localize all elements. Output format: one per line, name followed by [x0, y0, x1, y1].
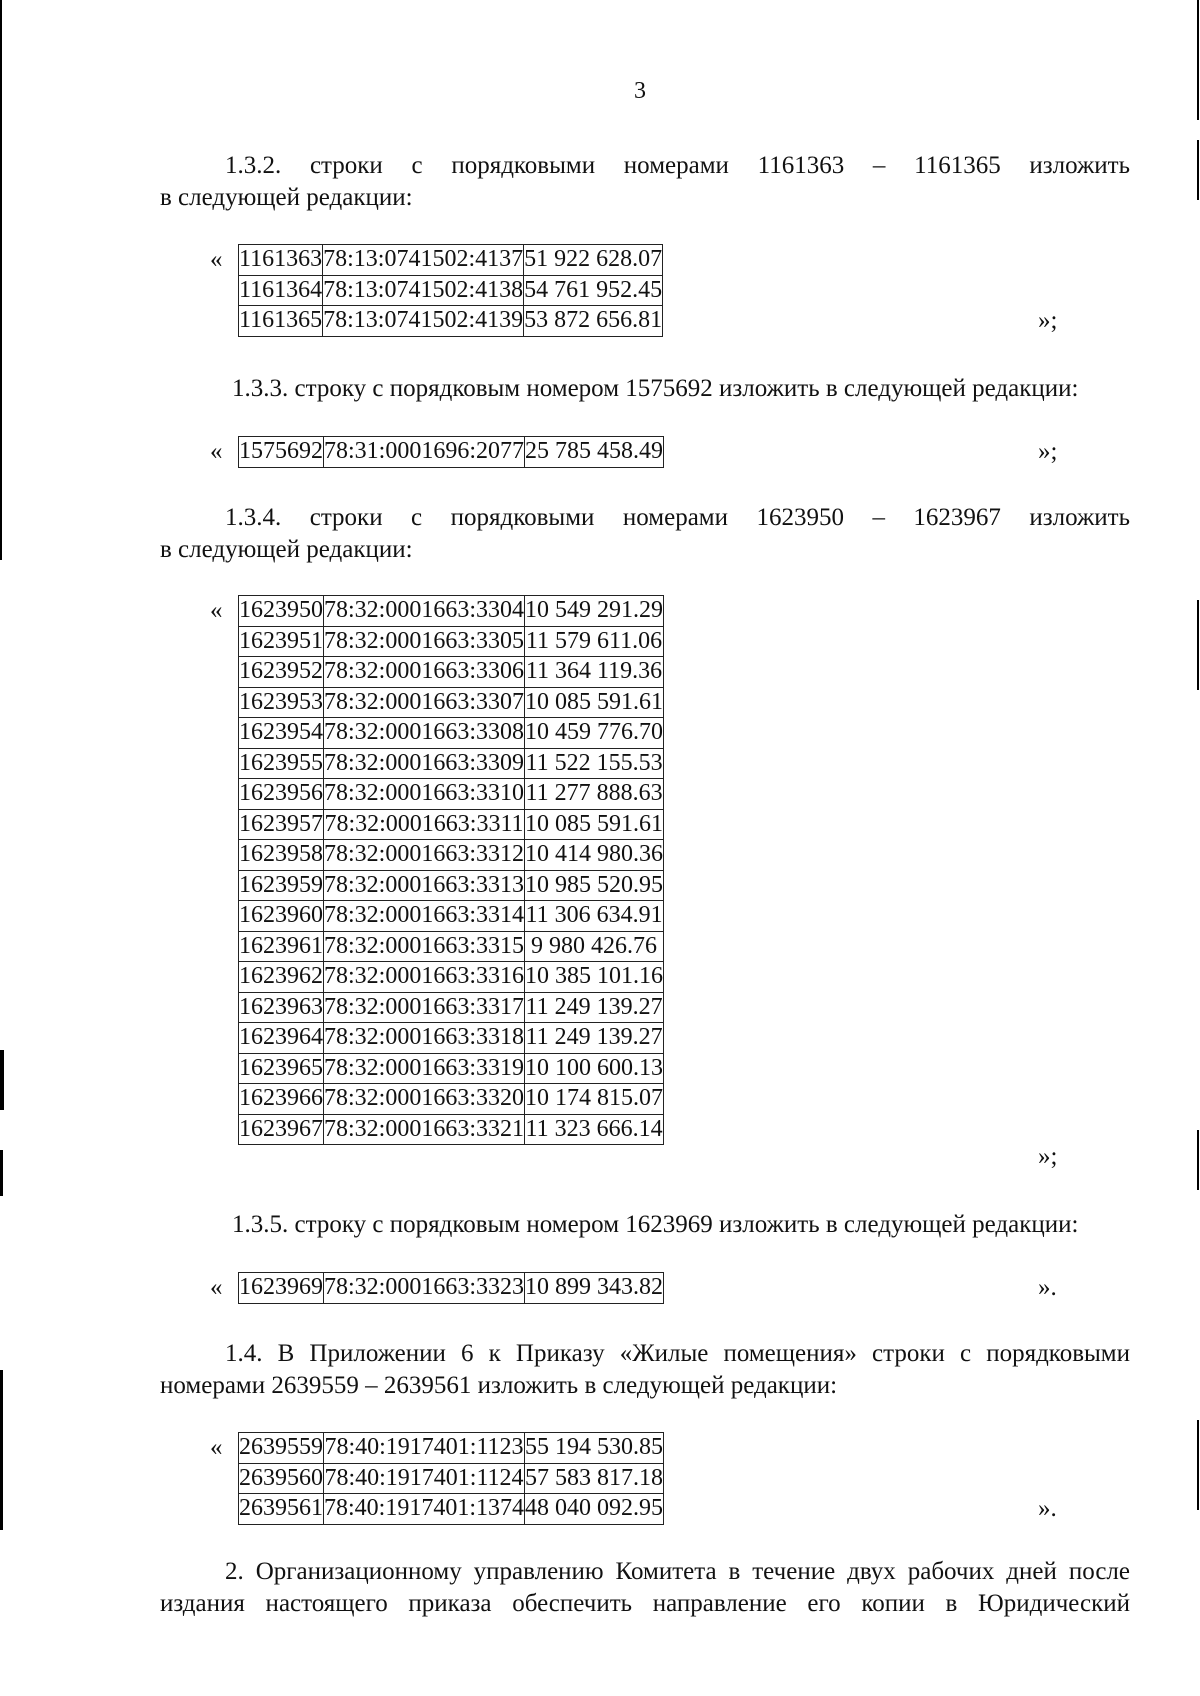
final-paragraph-line1: 2. Организационному управлению Комитета в течение двух рабочих дней после	[225, 1558, 1130, 1585]
value-cell: 11 364 119.36	[525, 657, 664, 688]
section-1-3-2-line1: 1.3.2. строки с порядковыми номерами 1161363 – 1161365 изложить	[225, 152, 1130, 179]
right-margin-line	[1197, 1130, 1199, 1190]
value-cell: 10 100 600.13	[525, 1053, 664, 1084]
cadastral-number-cell: 78:32:0001663:3318	[324, 1023, 525, 1054]
table-row	[239, 437, 664, 468]
table-row	[239, 840, 664, 871]
value-cell: 11 522 155.53	[525, 748, 664, 779]
value-cell: 9 980 426.76	[525, 931, 664, 962]
table-row	[239, 748, 664, 779]
cadastral-number-cell: 78:32:0001663:3305	[324, 626, 525, 657]
cadastral-number-cell: 78:40:1917401:1124	[324, 1463, 525, 1494]
cadastral-number-cell: 78:32:0001663:3315	[324, 931, 525, 962]
row-number-cell: 1623957	[239, 809, 324, 840]
value-cell: 25 785 458.49	[525, 437, 664, 468]
table-row	[239, 718, 664, 749]
value-cell: 11 249 139.27	[525, 1023, 664, 1054]
close-quote: »;	[1038, 1143, 1058, 1170]
section-1-3-2-line2: в следующей редакции:	[160, 184, 413, 211]
cadastral-number-cell: 78:32:0001663:3312	[324, 840, 525, 871]
value-cell: 53 872 656.81	[524, 306, 663, 337]
section-1-3-5-text	[160, 1209, 1130, 1241]
value-cell: 10 414 980.36	[525, 840, 664, 871]
row-number-cell: 1161364	[239, 275, 323, 306]
row-number-cell: 1623961	[239, 931, 324, 962]
section-1-3-4-line2: в следующей редакции:	[160, 536, 413, 563]
cadastral-number-cell: 78:32:0001663:3304	[324, 596, 525, 627]
cadastral-number-cell: 78:13:0741502:4138	[323, 275, 524, 306]
cadastral-number-cell: 78:32:0001663:3306	[324, 657, 525, 688]
row-number-cell: 1623956	[239, 779, 324, 810]
row-number-cell: 1161363	[239, 245, 323, 276]
value-cell: 10 459 776.70	[525, 718, 664, 749]
value-cell: 10 985 520.95	[525, 870, 664, 901]
value-cell: 57 583 817.18	[525, 1463, 664, 1494]
value-cell: 10 899 343.82	[525, 1273, 664, 1304]
row-number-cell: 1623958	[239, 840, 324, 871]
value-cell: 54 761 952.45	[524, 275, 663, 306]
cadastral-number-cell: 78:32:0001663:3314	[324, 901, 525, 932]
final-paragraph	[160, 1556, 1130, 1620]
section-1-3-4-line1: 1.3.4. строки с порядковыми номерами 1623950 – 1623967 изложить	[225, 504, 1130, 531]
table-row	[239, 1494, 664, 1525]
section-1-3-5-table	[238, 1272, 664, 1304]
table-row	[239, 809, 664, 840]
section-1-3-3-text	[160, 373, 1130, 405]
section-1-3-4-text	[160, 502, 1130, 566]
row-number-cell: 1623969	[239, 1273, 324, 1304]
table-row	[239, 1433, 664, 1464]
cadastral-number-cell: 78:32:0001663:3317	[324, 992, 525, 1023]
cadastral-number-cell: 78:32:0001663:3308	[324, 718, 525, 749]
cadastral-number-cell: 78:13:0741502:4139	[323, 306, 524, 337]
value-cell: 11 579 611.06	[525, 626, 664, 657]
cadastral-number-cell: 78:31:0001696:2077	[324, 437, 525, 468]
cadastral-number-cell: 78:32:0001663:3319	[324, 1053, 525, 1084]
cadastral-number-cell: 78:32:0001663:3307	[324, 687, 525, 718]
section-1-3-2-table	[238, 244, 663, 337]
value-cell: 11 277 888.63	[525, 779, 664, 810]
row-number-cell: 2639561	[239, 1494, 324, 1525]
table-row	[239, 687, 664, 718]
cadastral-number-cell: 78:32:0001663:3316	[324, 962, 525, 993]
section-1-4-line1: 1.4. В Приложении 6 к Приказу «Жилые помещения» строки с порядковыми	[225, 1340, 1130, 1367]
value-cell: 51 922 628.07	[524, 245, 663, 276]
row-number-cell: 1623962	[239, 962, 324, 993]
cadastral-number-cell: 78:32:0001663:3321	[324, 1114, 525, 1145]
table-row	[239, 931, 664, 962]
value-cell: 48 040 092.95	[525, 1494, 664, 1525]
table-row	[239, 306, 663, 337]
open-quote: «	[210, 597, 223, 624]
final-paragraph-line2: издания настоящего приказа обеспечить направление его копии в Юридический	[160, 1590, 1130, 1617]
table-row	[239, 1023, 664, 1054]
row-number-cell: 2639560	[239, 1463, 324, 1494]
section-1-3-3-line1: 1.3.3. строку с порядковым номером 1575692 изложить в следующей редакции:	[232, 375, 1079, 402]
table-row	[239, 626, 664, 657]
cadastral-number-cell: 78:32:0001663:3313	[324, 870, 525, 901]
cadastral-number-cell: 78:40:1917401:1123	[324, 1433, 525, 1464]
open-quote: «	[210, 246, 223, 273]
row-number-cell: 1161365	[239, 306, 323, 337]
table-row	[239, 962, 664, 993]
right-margin-line	[1197, 600, 1199, 690]
close-quote: ».	[1038, 1274, 1057, 1301]
cadastral-number-cell: 78:32:0001663:3310	[324, 779, 525, 810]
value-cell: 10 085 591.61	[525, 687, 664, 718]
open-quote: «	[210, 1274, 223, 1301]
table-row	[239, 245, 663, 276]
row-number-cell: 2639559	[239, 1433, 324, 1464]
table-row	[239, 1084, 664, 1115]
cadastral-number-cell: 78:32:0001663:3311	[324, 809, 525, 840]
value-cell: 10 549 291.29	[525, 596, 664, 627]
section-1-3-5-line1: 1.3.5. строку с порядковым номером 1623969 изложить в следующей редакции:	[232, 1211, 1079, 1238]
table-row	[239, 1273, 664, 1304]
row-number-cell: 1623952	[239, 657, 324, 688]
left-margin-line	[0, 0, 2, 560]
table-row	[239, 779, 664, 810]
row-number-cell: 1623955	[239, 748, 324, 779]
value-cell: 11 306 634.91	[525, 901, 664, 932]
right-margin-line	[1197, 0, 1199, 120]
row-number-cell: 1623953	[239, 687, 324, 718]
open-quote: «	[210, 1434, 223, 1461]
table-row	[239, 275, 663, 306]
row-number-cell: 1623959	[239, 870, 324, 901]
page-number: 3	[634, 78, 646, 104]
row-number-cell: 1623960	[239, 901, 324, 932]
value-cell: 10 085 591.61	[525, 809, 664, 840]
value-cell: 55 194 530.85	[525, 1433, 664, 1464]
table-row	[239, 1463, 664, 1494]
section-1-3-4-table	[238, 595, 664, 1145]
cadastral-number-cell: 78:32:0001663:3320	[324, 1084, 525, 1115]
left-margin-mark	[0, 1370, 3, 1530]
left-margin-mark	[0, 1050, 4, 1110]
close-quote: ».	[1038, 1495, 1057, 1522]
table-row	[239, 596, 664, 627]
table-row	[239, 1114, 664, 1145]
table-row	[239, 992, 664, 1023]
section-1-3-3-table	[238, 436, 664, 468]
right-margin-line	[1197, 140, 1199, 200]
table-row	[239, 1053, 664, 1084]
section-1-3-2-text	[160, 150, 1130, 214]
open-quote: «	[210, 438, 223, 465]
close-quote: »;	[1038, 307, 1058, 334]
value-cell: 11 249 139.27	[525, 992, 664, 1023]
row-number-cell: 1623966	[239, 1084, 324, 1115]
row-number-cell: 1623964	[239, 1023, 324, 1054]
section-1-4-line2: номерами 2639559 – 2639561 изложить в следующей редакции:	[160, 1372, 838, 1399]
close-quote: »;	[1038, 438, 1058, 465]
row-number-cell: 1623950	[239, 596, 324, 627]
row-number-cell: 1575692	[239, 437, 324, 468]
section-1-4-table	[238, 1432, 664, 1525]
table-row	[239, 657, 664, 688]
row-number-cell: 1623965	[239, 1053, 324, 1084]
cadastral-number-cell: 78:40:1917401:1374	[324, 1494, 525, 1525]
row-number-cell: 1623954	[239, 718, 324, 749]
left-margin-mark	[0, 1150, 3, 1196]
value-cell: 11 323 666.14	[525, 1114, 664, 1145]
row-number-cell: 1623951	[239, 626, 324, 657]
value-cell: 10 174 815.07	[525, 1084, 664, 1115]
row-number-cell: 1623963	[239, 992, 324, 1023]
row-number-cell: 1623967	[239, 1114, 324, 1145]
section-1-4-text	[160, 1338, 1130, 1402]
cadastral-number-cell: 78:13:0741502:4137	[323, 245, 524, 276]
cadastral-number-cell: 78:32:0001663:3309	[324, 748, 525, 779]
right-margin-line	[1197, 1420, 1199, 1510]
cadastral-number-cell: 78:32:0001663:3323	[324, 1273, 525, 1304]
table-row	[239, 870, 664, 901]
value-cell: 10 385 101.16	[525, 962, 664, 993]
table-row	[239, 901, 664, 932]
